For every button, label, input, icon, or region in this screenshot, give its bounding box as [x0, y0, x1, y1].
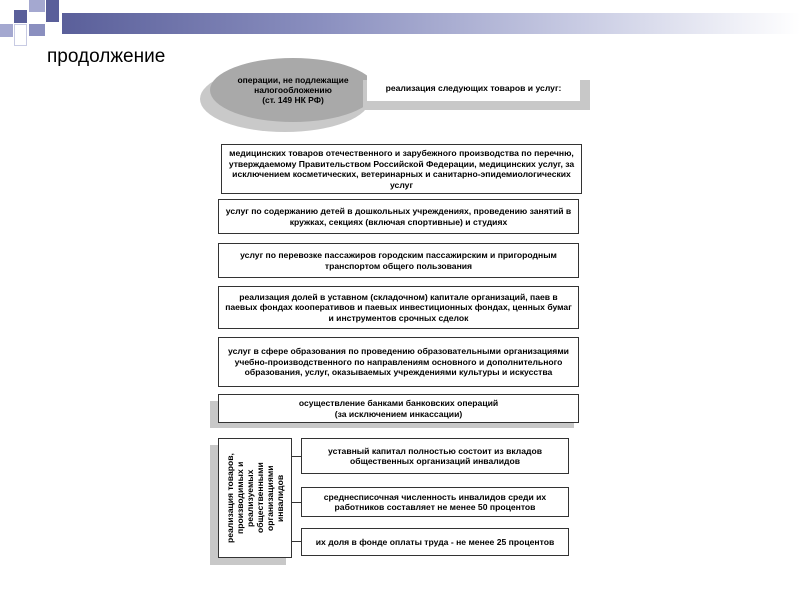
decor-square	[14, 24, 27, 46]
item-box-children	[218, 199, 579, 234]
page-title: продолжение	[47, 46, 166, 67]
header-box-text: реализация следующих товаров и услуг:	[385, 82, 562, 93]
decor-square	[29, 0, 45, 12]
item-text: услуг в сфере образования по проведению образовательными организациями учебно-производственного по направлениям основного и дополнительного образования, услуг, оказываемых учреждениями культуры и искусства	[228, 346, 569, 378]
item-text: услуг по перевозке пассажиров городским пассажирским и пригородным транспортом общего пользования	[240, 250, 557, 271]
item-box-shares	[218, 286, 579, 329]
decor-square	[14, 10, 27, 23]
item-text: медицинских товаров отечественного и зарубежного производства по перечню, утверждаемому Правительством Российской Федерации, медицинских услуг, за исключением косметических, ветеринарных и санитарно-эпидемиологических услуг	[228, 148, 575, 190]
decor-square	[0, 24, 13, 37]
condition-text: их доля в фонде оплаты труда - не менее 25 процентов	[315, 536, 555, 547]
item-text: осуществление банками банковских операций (за исключением инкассации)	[298, 398, 499, 419]
taxfree-operations-ellipse	[210, 58, 376, 122]
connector-line	[292, 541, 301, 542]
item-box-education	[218, 337, 579, 387]
decor-square	[29, 24, 45, 36]
header-gradient-bar	[62, 13, 800, 34]
condition-headcount	[301, 487, 569, 517]
ellipse-text: операции, не подлежащие налогообложению (ст. 149 НК РФ)	[237, 75, 349, 105]
item-box-transport	[218, 243, 579, 278]
connector-line	[292, 502, 301, 503]
condition-capital	[301, 438, 569, 474]
condition-text: среднесписочная численность инвалидов среди их работников составляет не менее 50 процентов	[323, 491, 547, 512]
condition-payroll	[301, 528, 569, 556]
item-box-medical	[221, 144, 582, 194]
item-box-banking	[218, 394, 579, 423]
condition-text: уставный капитал полностью состоит из вкладов общественных организаций инвалидов	[328, 445, 542, 466]
header-box	[367, 75, 580, 101]
item-text: реализация долей в уставном (складочном) капитале организаций, паев в паевых фондах кооперативов и паевых инвестиционных фондах, ценных бумаг и инструментов срочных сделок	[225, 291, 572, 323]
connector-line	[292, 456, 301, 457]
item-text: услуг по содержанию детей в дошкольных учреждениях, проведению занятий в кружках, секциях (включая спортивные) и студиях	[225, 206, 572, 227]
disabled-orgs-text: реализация товаров, производимых и реализуемых общественными организациями инвалидов	[225, 453, 285, 543]
disabled-orgs-box	[218, 438, 292, 558]
decor-square	[46, 0, 59, 22]
